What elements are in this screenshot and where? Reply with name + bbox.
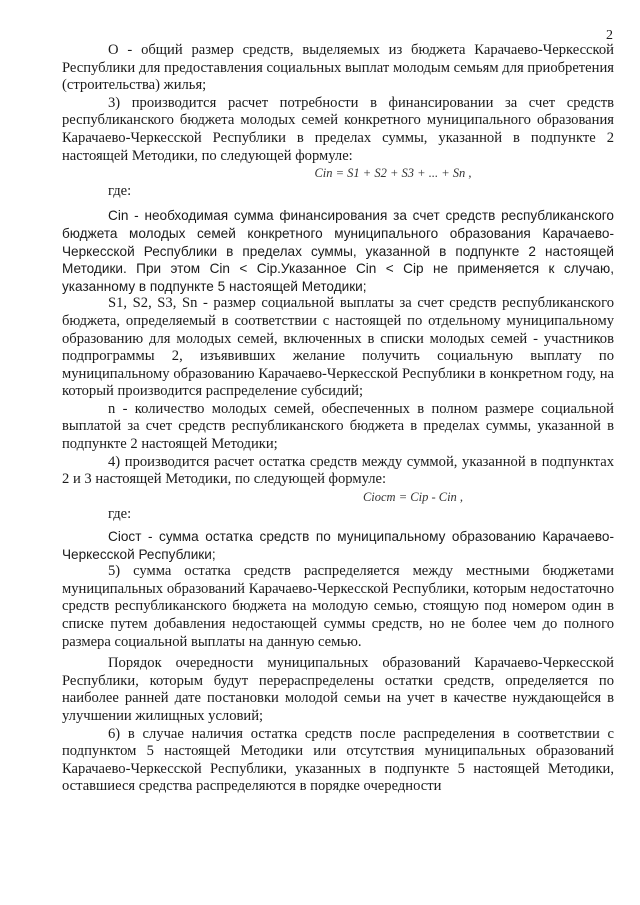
document-body [62,42,614,796]
paragraph-item-5: 5) сумма остатка средств распределяется между местными бюджетами муниципальных образований Карачаево-Черкесской Республики, которым недостаточно средств республиканского бюджета на молодую семью, стоящую под номером один в списке путем добавления недостающей суммы средств, но не более чем до полного размера социальной выплаты на данную семью. [62,563,614,650]
formula-cin: Cin = S1 + S2 + S3 + ... + Sn , [314,166,472,181]
paragraph-cin-definition: Cin - необходимая сумма финансирования за счет средств республиканского бюджета молодых семей конкретного муниципального образования Карачаево-Черкесской Республики в пределах суммы, указанной в подпункте 2 настоящей Методики. При этом Cin < Cip.Указанное Cin < Cip не применяется к случаю, указанному в подпункте 5 настоящей Методики; [62,208,614,294]
formula-ciost: Ciост = Cip - Cin , [362,489,464,504]
page-number: 2 [606,28,613,43]
where-label-2: где: [108,506,132,523]
paragraph-item-6: 6) в случае наличия остатка средств после распределения в соответствии с подпунктом 5 настоящей Методики или отсутствия муниципальных образований Карачаево-Черкесской Республики, указанных в подпункте 5 настоящей Методики, оставшиеся средства распределяются в порядке очередности [62,725,614,795]
where-label-1: где: [108,182,132,199]
paragraph-n-definition: n - количество молодых семей, обеспеченных в полном размере социальной выплатой за счет средств республиканского бюджета в пределах суммы, указанной в подпункте 2 настоящей Методики; [62,400,614,453]
paragraph-item-3: 3) производится расчет потребности в финансировании за счет средств республиканского бюджета молодых семей конкретного муниципального образования Карачаево-Черкесской Республики в пределах суммы, указанной в подпункте 2 настоящей Методики, по следующей формуле: [62,94,614,164]
paragraph-s-definition: S1, S2, S3, Sn - размер социальной выплаты за счет средств республиканского бюджета, определяемый в соответствии с настоящей по отдельному муниципальному образованию для молодых семей, включенных в списки молодых семей - участников подпрограммы 2, изъявивших желание получить социальную выплату по муниципальному образованию Карачаево-Черкесской Республики в конкретном году, на который производится распределение субсидий; [62,295,614,400]
paragraph-item-4: 4) производится расчет остатка средств между суммой, указанной в подпунктах 2 и 3 настоящей Методики, по следующей формуле: [62,453,614,488]
paragraph-order: Порядок очередности муниципальных образований Карачаево-Черкесской Республики, которым будут перераспределены остатки средств, определяется по наиболее ранней дате постановки молодой семьи на учет в качестве нуждающейся в улучшении жилищных условий; [62,655,614,724]
paragraph-ciost-definition: Ciост - сумма остатка средств по муниципальному образованию Карачаево-Черкесской Республики; [62,529,614,562]
paragraph-total-funds: О - общий размер средств, выделяемых из бюджета Карачаево-Черкесской Республики для предоставления социальных выплат молодым семьям для приобретения (строительства) жилья; [62,42,614,94]
